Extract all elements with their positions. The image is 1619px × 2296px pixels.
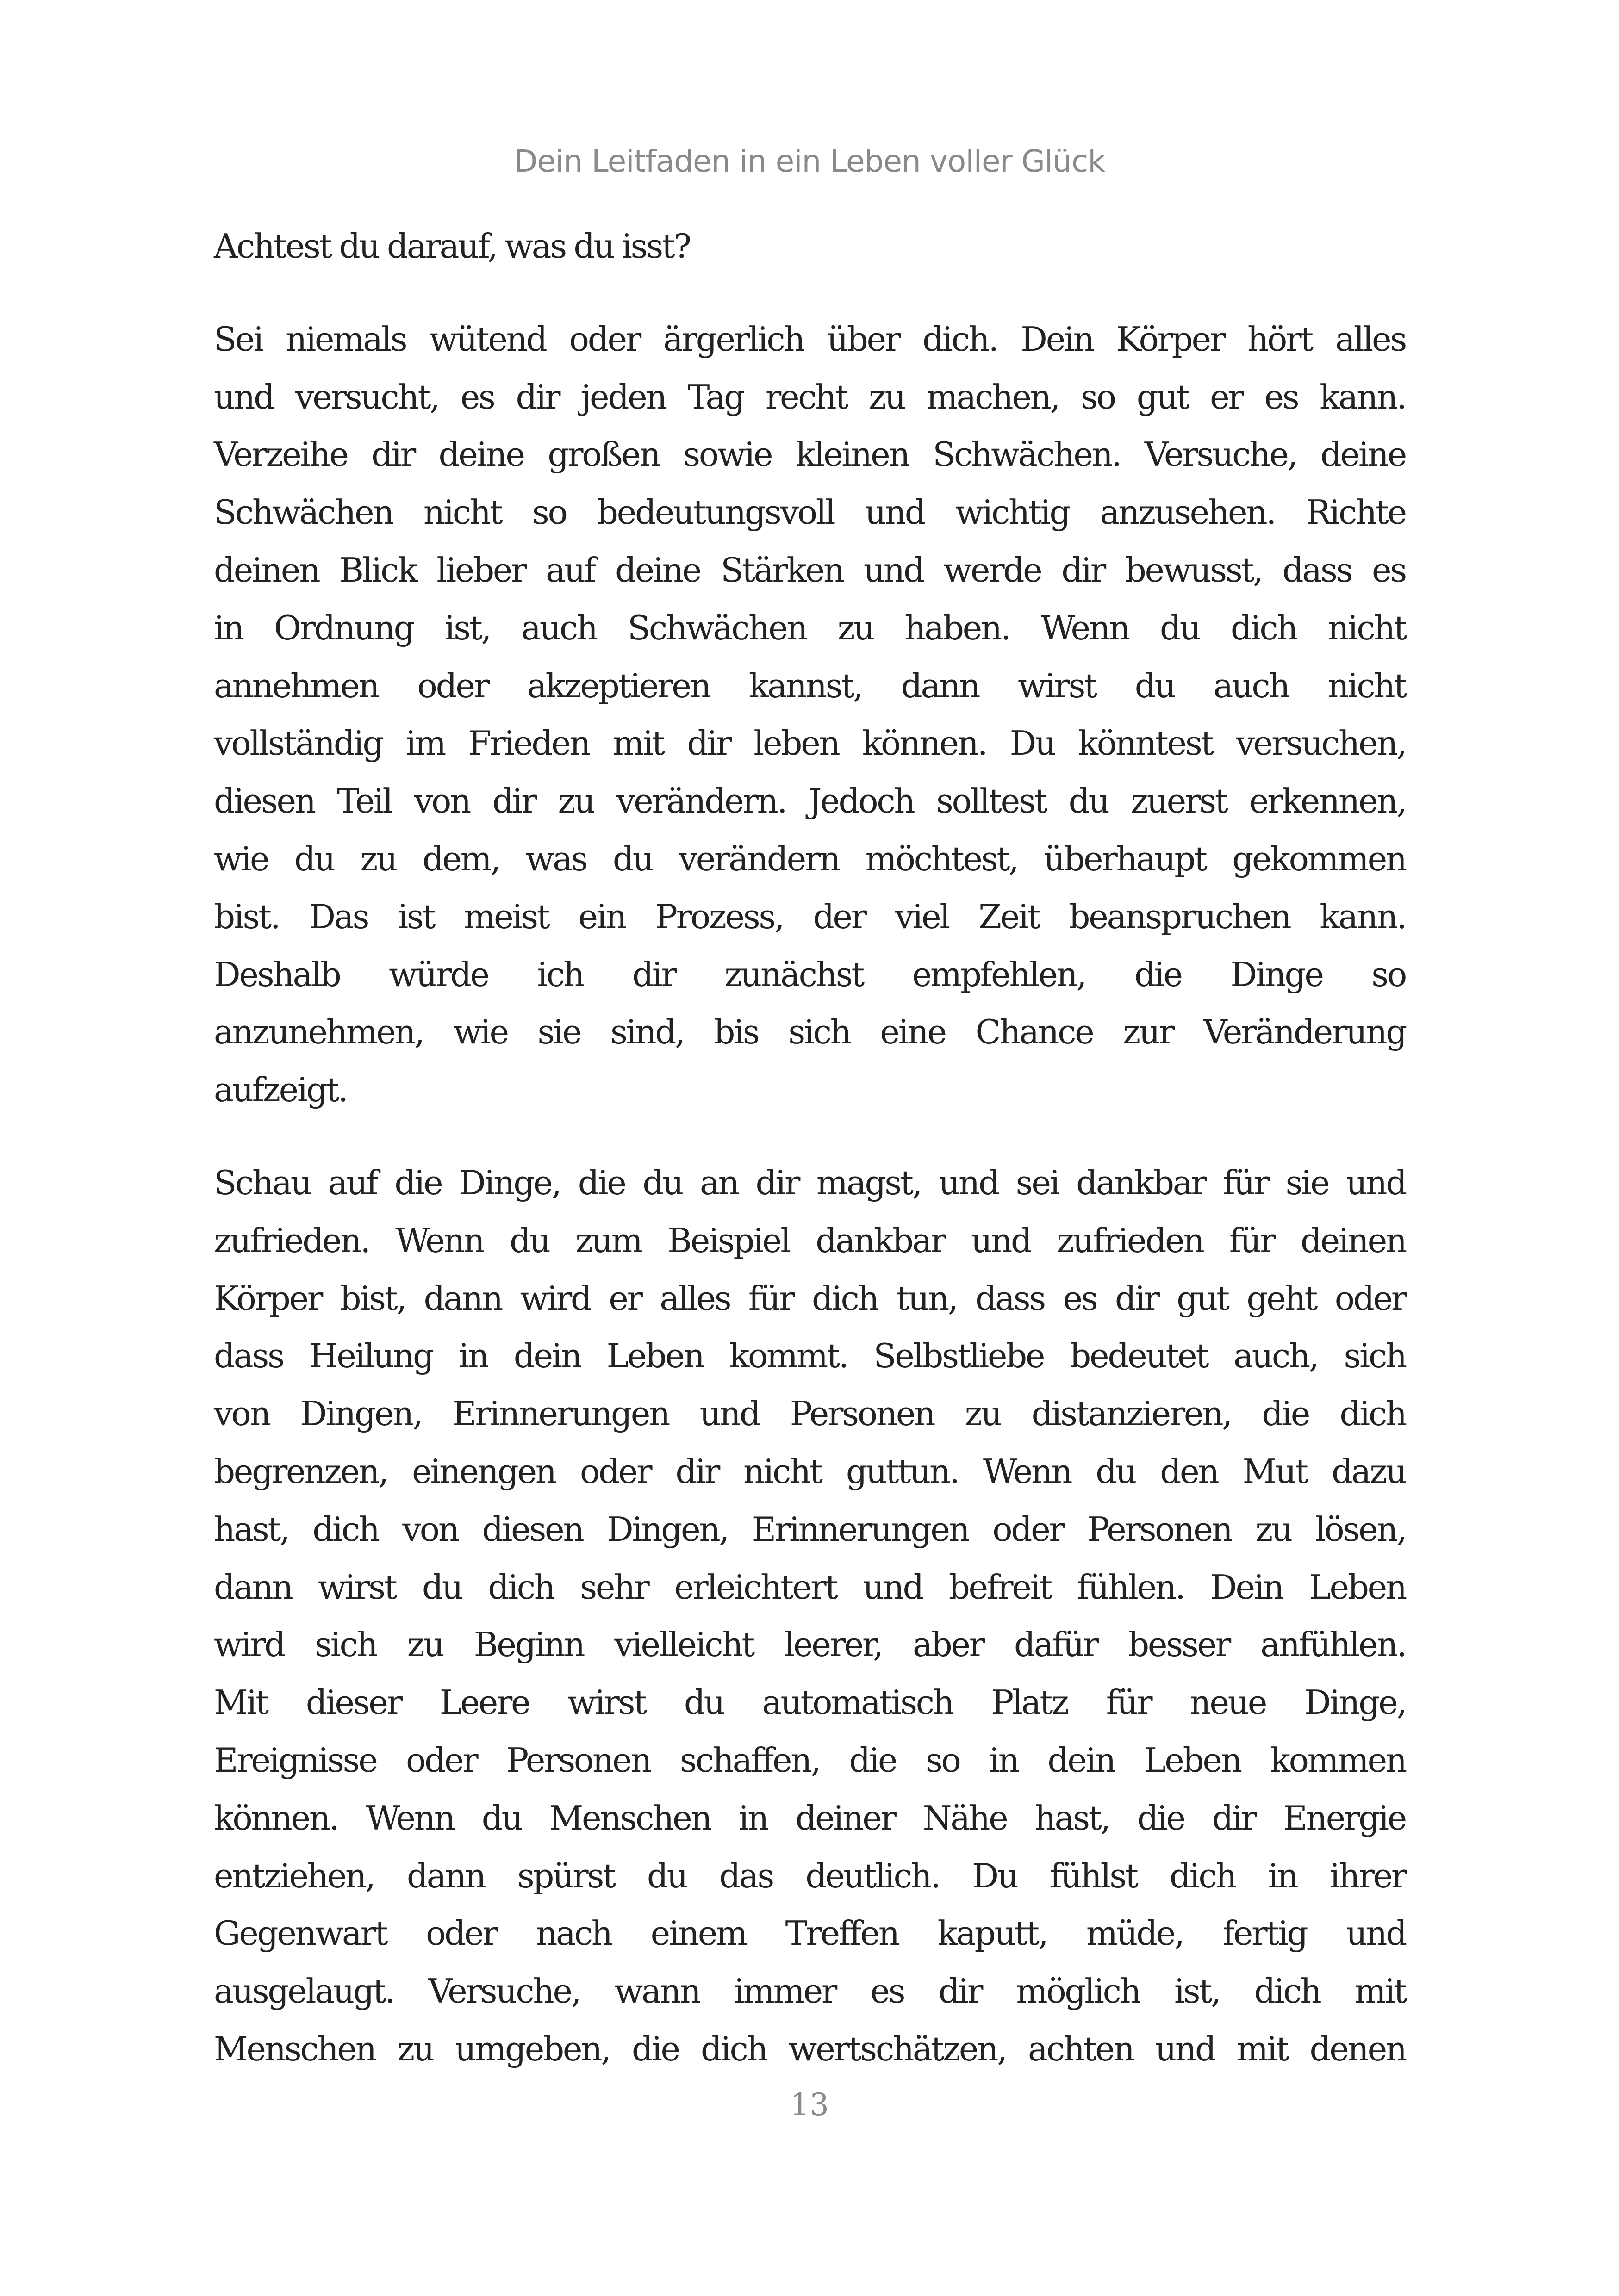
text-line: diesen Teil von dir zu verändern. Jedoch solltest du zuerst erkennen, bbox=[214, 782, 1406, 821]
page-body bbox=[214, 217, 1406, 2078]
text-line: Mit dieser Leere wirst du automatisch Platz für neue Dinge, bbox=[214, 1683, 1406, 1722]
text-line: wie du zu dem, was du verändern möchtest, überhaupt gekommen bbox=[214, 839, 1406, 878]
running-header: Dein Leitfaden in ein Leben voller Glück bbox=[514, 143, 1105, 179]
text-line: bist. Das ist meist ein Prozess, der viel Zeit beanspruchen kann. bbox=[214, 897, 1406, 936]
text-line: Körper bist, dann wird er alles für dich tun, dass es dir gut geht oder bbox=[214, 1278, 1406, 1318]
text-line: deinen Blick lieber auf deine Stärken und werde dir bewusst, dass es bbox=[214, 550, 1406, 590]
text-line: Deshalb würde ich dir zunächst empfehlen, die Dinge so bbox=[214, 955, 1406, 994]
text-line: hast, dich von diesen Dingen, Erinnerungen oder Personen zu lösen, bbox=[214, 1509, 1406, 1549]
text-line: von Dingen, Erinnerungen und Personen zu distanzieren, die dich bbox=[214, 1394, 1406, 1433]
text-line: dass Heilung in dein Leben kommt. Selbstliebe bedeutet auch, sich bbox=[214, 1336, 1406, 1376]
text-line: zufrieden. Wenn du zum Beispiel dankbar und zufrieden für deinen bbox=[214, 1221, 1406, 1260]
text-line: ausgelaugt. Versuche, wann immer es dir möglich ist, dich mit bbox=[214, 1972, 1406, 2011]
text-line: Achtest du darauf, was du isst? bbox=[214, 227, 690, 266]
text-line: in Ordnung ist, auch Schwächen zu haben. Wenn du dich nicht bbox=[214, 608, 1406, 647]
text-line: vollständig im Frieden mit dir leben können. Du könntest versuchen, bbox=[214, 724, 1406, 763]
text-line: können. Wenn du Menschen in deiner Nähe hast, die dir Energie bbox=[214, 1798, 1406, 1837]
text-line: aufzeigt. bbox=[214, 1070, 347, 1110]
text-line: wird sich zu Beginn vielleicht leerer, aber dafür besser anfühlen. bbox=[214, 1625, 1406, 1664]
text-line: begrenzen, einengen oder dir nicht guttun. Wenn du den Mut dazu bbox=[214, 1452, 1406, 1491]
text-line: Sei niemals wütend oder ärgerlich über dich. Dein Körper hört alles bbox=[214, 319, 1406, 359]
text-line: Schau auf die Dinge, die du an dir magst, und sei dankbar für sie und bbox=[214, 1163, 1406, 1202]
text-line: dann wirst du dich sehr erleichtert und befreit fühlen. Dein Leben bbox=[214, 1567, 1406, 1607]
text-line: Gegenwart oder nach einem Treffen kaputt, müde, fertig und bbox=[214, 1914, 1406, 1953]
text-line: Ereignisse oder Personen schaffen, die so in dein Leben kommen bbox=[214, 1740, 1406, 1780]
text-line: annehmen oder akzeptieren kannst, dann wirst du auch nicht bbox=[214, 666, 1406, 705]
text-line: entziehen, dann spürst du das deutlich. Du fühlst dich in ihrer bbox=[214, 1856, 1406, 1895]
text-line: anzunehmen, wie sie sind, bis sich eine Chance zur Veränderung bbox=[214, 1012, 1406, 1052]
page-number: 13 bbox=[790, 2087, 829, 2122]
text-line: Verzeihe dir deine großen sowie kleinen Schwächen. Versuche, deine bbox=[214, 435, 1406, 474]
text-line: und versucht, es dir jeden Tag recht zu machen, so gut er es kann. bbox=[214, 377, 1406, 416]
text-line: Schwächen nicht so bedeutungsvoll und wichtig anzusehen. Richte bbox=[214, 493, 1406, 532]
text-line: Menschen zu umgeben, die dich wertschätzen, achten und mit denen bbox=[214, 2029, 1406, 2068]
